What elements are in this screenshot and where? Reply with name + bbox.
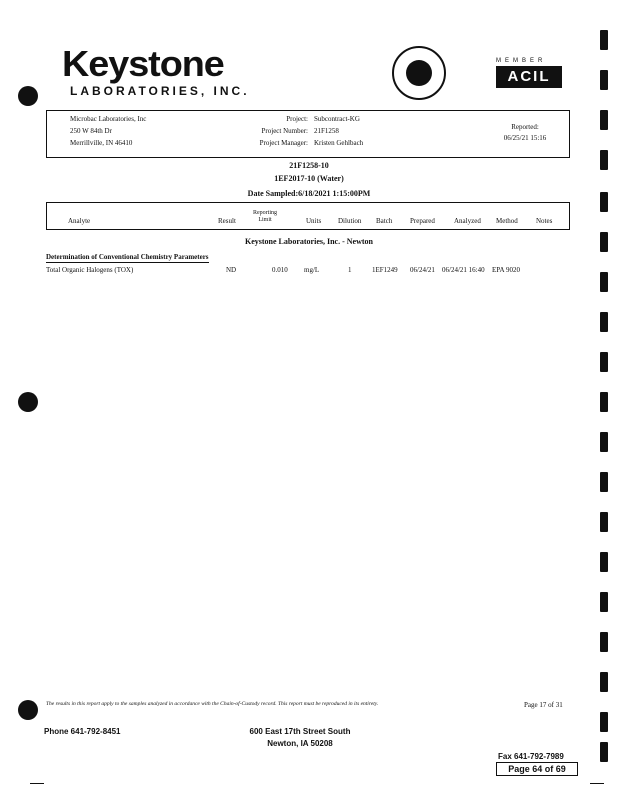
reported-label: Reported: bbox=[511, 123, 539, 131]
cell-analyte: Total Organic Halogens (TOX) bbox=[46, 266, 134, 274]
scan-mark bbox=[600, 552, 608, 572]
scan-mark bbox=[600, 392, 608, 412]
client-address1: 250 W 84th Dr bbox=[70, 127, 112, 135]
binder-hole-bottom bbox=[18, 700, 38, 720]
binder-hole-top bbox=[18, 86, 38, 106]
acil-logo: ACIL bbox=[496, 66, 562, 88]
scan-mark bbox=[600, 150, 608, 170]
accreditation-seal bbox=[392, 46, 446, 100]
col-notes: Notes bbox=[536, 217, 553, 225]
disclaimer: The results in this report apply to the samples analyzed in accordance with the Chain-of-Custody record. This report must be reproduced in its entirety. bbox=[46, 701, 379, 707]
project-value: Subcontract-KG bbox=[314, 115, 360, 123]
col-dilution: Dilution bbox=[338, 217, 362, 225]
page-outer: Page 64 of 69 bbox=[508, 764, 566, 774]
fax: Fax 641-792-7989 bbox=[498, 752, 564, 760]
col-prepared: Prepared bbox=[410, 217, 435, 225]
col-analyzed: Analyzed bbox=[454, 217, 481, 225]
scan-mark bbox=[600, 742, 608, 762]
member-label: MEMBER bbox=[496, 58, 547, 64]
col-reporting-limit: Reporting Limit bbox=[253, 210, 277, 223]
project-number-value: 21F1258 bbox=[314, 127, 339, 135]
scan-mark bbox=[600, 30, 608, 50]
cell-batch: 1EF1249 bbox=[372, 266, 398, 274]
project-label: Project: bbox=[286, 115, 308, 123]
cell-dilution: 1 bbox=[348, 266, 352, 274]
cell-prepared: 06/24/21 bbox=[410, 266, 435, 274]
cell-reporting-limit: 0.010 bbox=[272, 266, 288, 274]
scan-mark bbox=[600, 232, 608, 252]
col-analyte: Analyte bbox=[68, 217, 91, 225]
phone: Phone 641-792-8451 bbox=[44, 727, 121, 736]
scan-mark bbox=[600, 272, 608, 292]
date-sampled: Date Sampled:6/18/2021 1:15:00PM bbox=[247, 189, 371, 198]
col-result: Result bbox=[218, 217, 236, 225]
scan-mark bbox=[600, 672, 608, 692]
scan-mark bbox=[600, 192, 608, 212]
project-number-label: Project Number: bbox=[261, 127, 308, 135]
project-manager-label: Project Manager: bbox=[259, 139, 308, 147]
scan-dash bbox=[590, 783, 604, 784]
sample-id: 21F1258-10 bbox=[289, 161, 329, 170]
scan-mark bbox=[600, 352, 608, 372]
page-inner: Page 17 of 31 bbox=[524, 701, 563, 709]
cell-units: mg/L bbox=[304, 266, 320, 274]
scan-mark bbox=[600, 472, 608, 492]
scan-mark bbox=[600, 712, 608, 732]
col-batch: Batch bbox=[376, 217, 393, 225]
scan-dash bbox=[30, 783, 44, 784]
footer-address1: 600 East 17th Street South bbox=[249, 727, 351, 736]
client-address2: Merrillville, IN 46410 bbox=[70, 139, 133, 147]
client-name: Microbac Laboratories, Inc bbox=[70, 115, 147, 123]
scan-mark bbox=[600, 110, 608, 130]
logo-subtitle: LABORATORIES, INC. bbox=[70, 84, 250, 98]
binder-hole-middle bbox=[18, 392, 38, 412]
footer-address2: Newton, IA 50208 bbox=[267, 739, 333, 748]
scan-mark bbox=[600, 432, 608, 452]
col-units: Units bbox=[306, 217, 322, 225]
reported-value: 06/25/21 15:16 bbox=[503, 134, 547, 142]
client-sample-id: 1EF2017-10 (Water) bbox=[274, 174, 344, 183]
scan-mark bbox=[600, 512, 608, 532]
keystone-logo: Keystone bbox=[62, 43, 224, 84]
scan-mark bbox=[600, 632, 608, 652]
cell-result: ND bbox=[226, 266, 237, 274]
col-method: Method bbox=[496, 217, 518, 225]
scan-mark bbox=[600, 592, 608, 612]
project-manager-value: Kristen Gehlbach bbox=[314, 139, 364, 147]
scan-mark bbox=[600, 312, 608, 332]
scan-mark bbox=[600, 70, 608, 90]
cell-method: EPA 9020 bbox=[492, 266, 520, 274]
cell-analyzed: 06/24/21 16:40 bbox=[442, 266, 485, 274]
lab-name: Keystone Laboratories, Inc. - Newton bbox=[245, 237, 373, 246]
section-title: Determination of Conventional Chemistry Parameters bbox=[46, 253, 209, 261]
